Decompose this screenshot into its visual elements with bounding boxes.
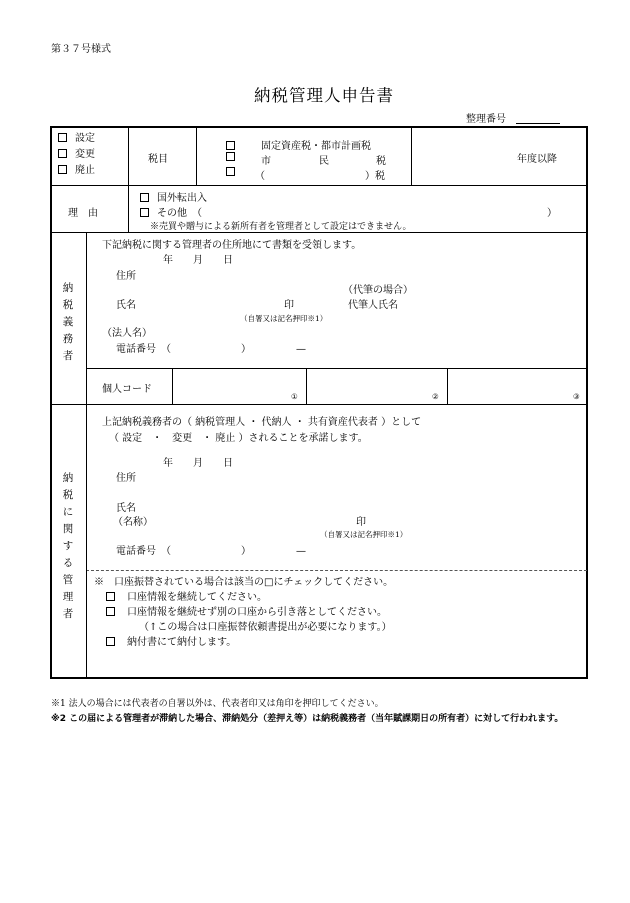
- taxpayer-date[interactable]: 年 月 日: [163, 255, 233, 266]
- manager-action-line[interactable]: （ 設定 ・ 変更 ・ 廃止 ）されることを承諾します。: [109, 433, 368, 444]
- personal-code-3[interactable]: ③: [573, 392, 580, 401]
- city-tax-char: 市: [261, 156, 271, 167]
- city-tax-char: 税: [376, 156, 386, 167]
- manager-phone[interactable]: 電話番号 （ ） —: [116, 546, 306, 557]
- other-tax-close: ）税: [365, 171, 385, 182]
- proxy-case-label: （代筆の場合）: [343, 285, 413, 296]
- corporate-name-label: （法人名）: [102, 328, 152, 339]
- taxpayer-intro: 下記納税に関する管理者の住所地にて書類を受領します。: [102, 240, 362, 251]
- tax-type-label: 税目: [148, 154, 168, 165]
- manager-address-label: 住所: [116, 473, 136, 484]
- taxpayer-phone[interactable]: 電話番号 （ ） —: [116, 344, 306, 355]
- divider: [172, 368, 173, 404]
- page-title: 納税管理人申告書: [254, 86, 394, 105]
- other-reason-close: ）: [547, 208, 557, 219]
- footnote-1: ※1 法人の場合には代表者の自署以外は、代表者印又は角印を押印してください。: [51, 699, 384, 709]
- manager-section-label: 納 税 に 関 す る 管 理 者: [62, 472, 74, 620]
- reason-note: ※売買や贈与による新所有者を管理者として設定はできません。: [150, 222, 412, 232]
- taxpayer-seal-note: （自署又は記名押印※1）: [240, 314, 328, 323]
- checkbox-icon[interactable]: [226, 167, 235, 176]
- manager-seal: 印: [356, 517, 366, 528]
- personal-code-2[interactable]: ②: [432, 392, 439, 401]
- taxpayer-seal: 印: [284, 300, 294, 311]
- divider: [411, 127, 412, 185]
- manager-date[interactable]: 年 月 日: [163, 458, 233, 469]
- reason-label: 理 由: [68, 208, 98, 219]
- checkbox-icon[interactable]: [226, 152, 235, 161]
- manager-entity-name-label: （名称）: [113, 517, 153, 528]
- checkbox-other-account[interactable]: 口座情報を継続せず別の口座から引き落としてください。: [106, 603, 387, 618]
- divider: [51, 232, 587, 233]
- city-tax-char: 民: [319, 156, 329, 167]
- checkbox-city-tax[interactable]: [226, 152, 243, 163]
- checkbox-icon[interactable]: [58, 165, 67, 174]
- checkbox-change[interactable]: 変更: [58, 145, 95, 160]
- year-from-label: 年度以降: [517, 154, 557, 165]
- footnote-2: ※2 この届による管理者が滞納した場合、滞納処分（差押え等）は納税義務者（当年賦課期日の所有者）に対して行われます。: [51, 714, 564, 724]
- dashed-divider: [86, 570, 587, 571]
- checkbox-icon[interactable]: [106, 637, 115, 646]
- manager-seal-note: （自署又は記名押印※1）: [320, 530, 408, 539]
- proxy-name-label: 代筆人氏名: [348, 300, 398, 311]
- form-number: 第３７号様式: [51, 44, 111, 55]
- serial-number-label: 整理番号: [466, 114, 506, 125]
- checkbox-icon[interactable]: [140, 208, 149, 217]
- checkbox-icon[interactable]: [226, 141, 235, 150]
- checkbox-icon[interactable]: [58, 149, 67, 158]
- checkbox-set[interactable]: 設定: [58, 129, 95, 144]
- checkbox-moved-abroad[interactable]: 国外転出入: [140, 189, 207, 204]
- taxpayer-name-label: 氏名: [116, 300, 136, 311]
- debit-note: ※ 口座振替されている場合は該当の□にチェックしてください。: [94, 577, 394, 588]
- checkbox-fixed-asset-tax[interactable]: 固定資産税・都市計画税: [226, 137, 371, 152]
- checkbox-abolish[interactable]: 廃止: [58, 161, 95, 176]
- checkbox-other-reason[interactable]: その他 （: [140, 204, 202, 219]
- checkbox-icon[interactable]: [106, 592, 115, 601]
- taxpayer-section-label: 納 税 義 務 者: [62, 282, 74, 362]
- divider: [196, 127, 197, 185]
- checkbox-continue-account[interactable]: 口座情報を継続してください。: [106, 588, 267, 603]
- other-account-note: （↑この場合は口座振替依頼書提出が必要になります。）: [139, 622, 392, 633]
- manager-name-label: 氏名: [116, 503, 136, 514]
- other-tax-open: （: [255, 171, 265, 182]
- divider: [447, 368, 448, 404]
- divider: [51, 404, 587, 405]
- checkbox-other-tax[interactable]: [226, 167, 243, 178]
- checkbox-payment-slip[interactable]: 納付書にて納付します。: [106, 633, 236, 648]
- personal-code-label: 個人コード: [102, 384, 152, 395]
- manager-role-line[interactable]: 上記納税義務者の（ 納税管理人 ・ 代納人 ・ 共有資産代表者 ）として: [102, 417, 422, 428]
- taxpayer-address-label: 住所: [116, 271, 136, 282]
- divider: [128, 127, 129, 232]
- divider: [86, 368, 587, 369]
- checkbox-icon[interactable]: [140, 193, 149, 202]
- divider: [306, 368, 307, 404]
- divider: [51, 185, 587, 186]
- checkbox-icon[interactable]: [106, 607, 115, 616]
- checkbox-icon[interactable]: [58, 133, 67, 142]
- personal-code-1[interactable]: ①: [291, 392, 298, 401]
- divider: [86, 232, 87, 678]
- serial-number-field[interactable]: [516, 123, 560, 124]
